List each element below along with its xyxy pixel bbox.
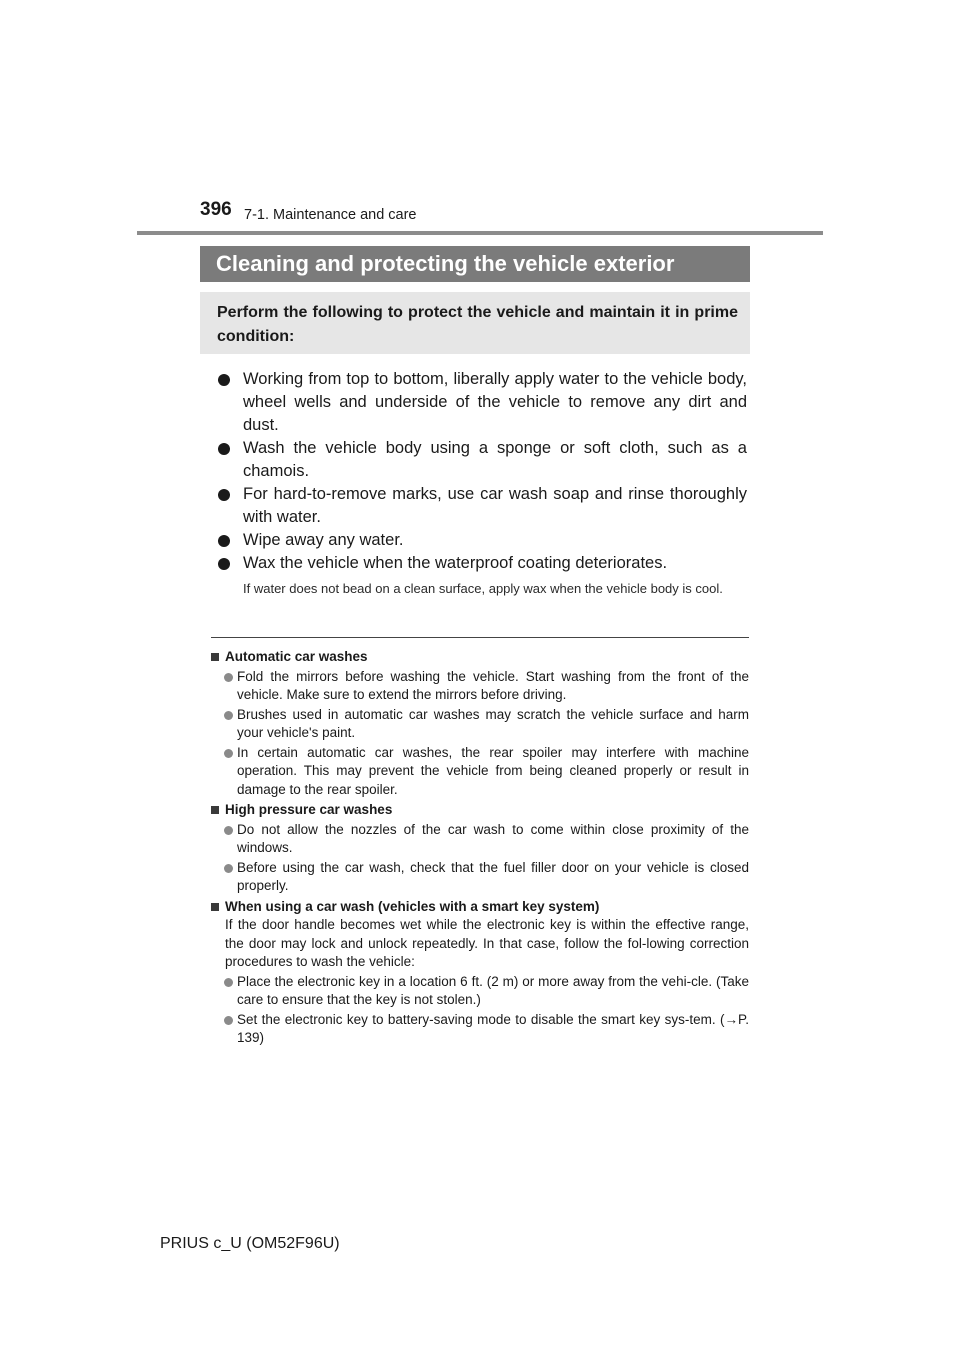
note-item <box>211 1011 749 1048</box>
step-text: Working from top to bottom, liberally apply water to the vehicle body, wheel wells and underside of the vehicle to remove any dirt and dust. <box>243 370 747 434</box>
divider <box>211 637 749 638</box>
note-heading-text: When using a car wash (vehicles with a smart key system) <box>225 898 600 914</box>
note-item <box>211 973 749 1010</box>
square-bullet-icon <box>211 653 219 661</box>
intro-text: Perform the following to protect the vehicle and maintain it in prime condition: <box>217 304 738 345</box>
square-bullet-icon <box>211 806 219 814</box>
bullet-icon <box>224 749 233 758</box>
step-text: Wax the vehicle when the waterproof coating deteriorates. <box>243 554 668 572</box>
note-heading <box>211 648 749 667</box>
page-title: Cleaning and protecting the vehicle exterior <box>216 251 675 276</box>
step-item <box>217 368 747 437</box>
notes <box>211 646 749 1048</box>
bullet-icon <box>218 443 230 455</box>
header-rule <box>137 231 823 235</box>
section-header: 7-1. Maintenance and care <box>244 207 417 223</box>
note-heading <box>211 801 749 820</box>
note-heading-text: Automatic car washes <box>225 649 368 664</box>
step-item <box>217 437 747 483</box>
bullet-icon <box>218 535 230 547</box>
note-item-text: Fold the mirrors before washing the vehicle. Start washing from the front of the vehicle. Make sure to extend the mirrors before driving. <box>237 668 749 702</box>
note-item-text: Before using the car wash, check that the fuel filler door on your vehicle is closed properly. <box>237 859 749 893</box>
note-item-text: Brushes used in automatic car washes may scratch the vehicle surface and harm your vehicle's paint. <box>237 706 749 740</box>
note-item-text: Place the electronic key in a location 6 ft. (2 m) or more away from the vehi-cle. (Take care to ensure that the key is not stolen.) <box>237 973 749 1007</box>
note-item-text: Do not allow the nozzles of the car wash to come within close proximity of the windows. <box>237 821 749 855</box>
bullet-icon <box>218 374 230 386</box>
bullet-icon <box>218 558 230 570</box>
note-item <box>211 706 749 743</box>
note-heading-text: High pressure car washes <box>225 802 393 817</box>
bullet-icon <box>224 711 233 720</box>
intro-box <box>200 292 750 354</box>
step-text: Wash the vehicle body using a sponge or soft cloth, such as a chamois. <box>243 439 747 480</box>
step-text: For hard-to-remove marks, use car wash soap and rinse thoroughly with water. <box>243 485 747 526</box>
step-item <box>217 483 747 529</box>
step-note: If water does not bead on a clean surface, apply wax when the vehicle body is cool. <box>243 581 723 596</box>
square-bullet-icon <box>211 903 219 911</box>
title-bar <box>200 246 750 282</box>
bullet-icon <box>218 489 230 501</box>
note-paragraph: If the door handle becomes wet while the electronic key is within the effective range, the door may lock and unlock repeatedly. In that case, follow the fol-lowing correction procedures to wash the vehicle: <box>225 917 749 969</box>
note-item <box>211 859 749 896</box>
bullet-icon <box>224 826 233 835</box>
note-item <box>211 744 749 800</box>
bullet-icon <box>224 978 233 987</box>
note-item <box>211 668 749 705</box>
bullet-icon <box>224 1016 233 1025</box>
note-item-text: Set the electronic key to battery-saving mode to disable the smart key sys-tem. (→P. 139) <box>237 1011 749 1045</box>
step-item <box>217 529 747 552</box>
bullet-icon <box>224 673 233 682</box>
step-item <box>217 552 747 575</box>
bullet-icon <box>224 864 233 873</box>
note-item <box>211 821 749 858</box>
note-item-text: In certain automatic car washes, the rear spoiler may interfere with machine operation. This may prevent the vehicle from being cleaned properly or result in damage to the rear spoiler. <box>237 744 749 797</box>
footer-model-code: PRIUS c_U (OM52F96U) <box>160 1235 340 1252</box>
note-heading <box>211 898 749 917</box>
steps-list <box>217 368 747 600</box>
page-number: 396 <box>200 199 232 220</box>
step-text: Wipe away any water. <box>243 531 404 549</box>
